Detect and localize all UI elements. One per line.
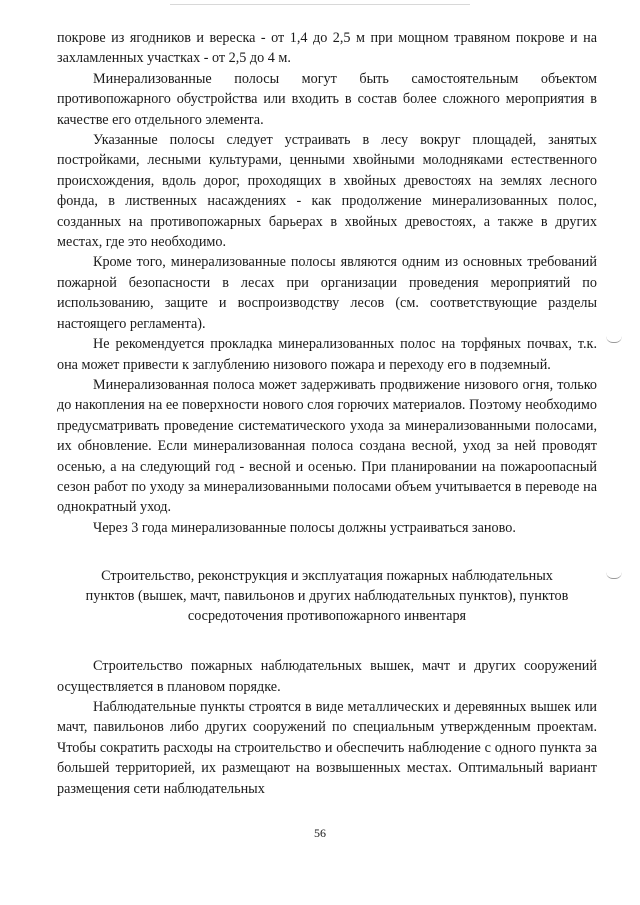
scan-edge-line — [170, 4, 470, 5]
section-heading-line-2: пунктов (вышек, мачт, павильонов и других наблюдательных пунктов), пунктов — [85, 588, 569, 605]
section-heading-line-3: сосредоточения противопожарного инвентаря — [187, 608, 467, 625]
section-heading — [57, 566, 597, 626]
margin-pencil-mark — [606, 336, 622, 343]
paragraph-1: покрове из ягодников и вереска - от 1,4 до 2,5 м при мощном травяном покрове и на захламленных участках - от 2,5 до 4 м. — [57, 30, 597, 67]
paragraph-5: Не рекомендуется прокладка минерализованных полос на торфяных почвах, т.к. она может привести к заглублению низового пожара и переходу его в подземный. — [57, 336, 597, 373]
paragraph-8: Строительство пожарных наблюдательных вышек, мачт и других сооружений осуществляется в плановом порядке. — [57, 658, 597, 695]
paragraph-6: Минерализованная полоса может задерживать продвижение низового огня, только до накопления на ее поверхности нового слоя горючих материалов. Поэтому необходимо предусматривать проведение систематического ухода за минерализованными полосами, их обновление. Если минерализованная полоса создана весной, уход за ней проводят осенью, а на следующий год - весной и осенью. При планировании на пожароопасный сезон работ по уходу за минерализованными полосами объем учитывается в переводе на однократный уход. — [57, 376, 597, 516]
document-page — [57, 28, 597, 799]
section-heading-line-1: Строительство, реконструкция и эксплуатация пожарных наблюдательных — [101, 568, 553, 585]
paragraph-7: Через 3 года минерализованные полосы должны устраиваться заново. — [93, 519, 516, 536]
paragraph-9: Наблюдательные пункты строятся в виде металлических и деревянных вышек или мачт, павильонов либо других сооружений по специальным утвержденным проектам. Чтобы сократить расходы на строительство и обеспечить наблюдение с одного пункта за большей территорией, их размещают на возвышенных местах. Оптимальный вариант размещения сети наблюдательных — [57, 698, 597, 797]
paragraph-4: Кроме того, минерализованные полосы являются одним из основных требований пожарной безопасности в лесах при организации проведения мероприятий по использованию, защите и воспроизводству лесов (см. соответствующие разделы настоящего регламента). — [57, 254, 597, 332]
page-number: 56 — [314, 826, 326, 840]
paragraph-2: Минерализованные полосы могут быть самостоятельным объектом противопожарного обустройства или входить в состав более сложного мероприятия в качестве его отдельного элемента. — [57, 70, 597, 128]
paragraph-3: Указанные полосы следует устраивать в лесу вокруг площадей, занятых постройками, лесными культурами, ценными хвойными молодняками естественного происхождения, вдоль дорог, проходящих в хвойных древостоях на землях лесного фонда, в лиственных насаждениях - как продолжение минерализованных полос, созданных на противопожарных барьерах в хвойных древостоях, а также в других местах, где это необходимо. — [57, 132, 597, 251]
margin-pencil-mark — [606, 572, 622, 579]
